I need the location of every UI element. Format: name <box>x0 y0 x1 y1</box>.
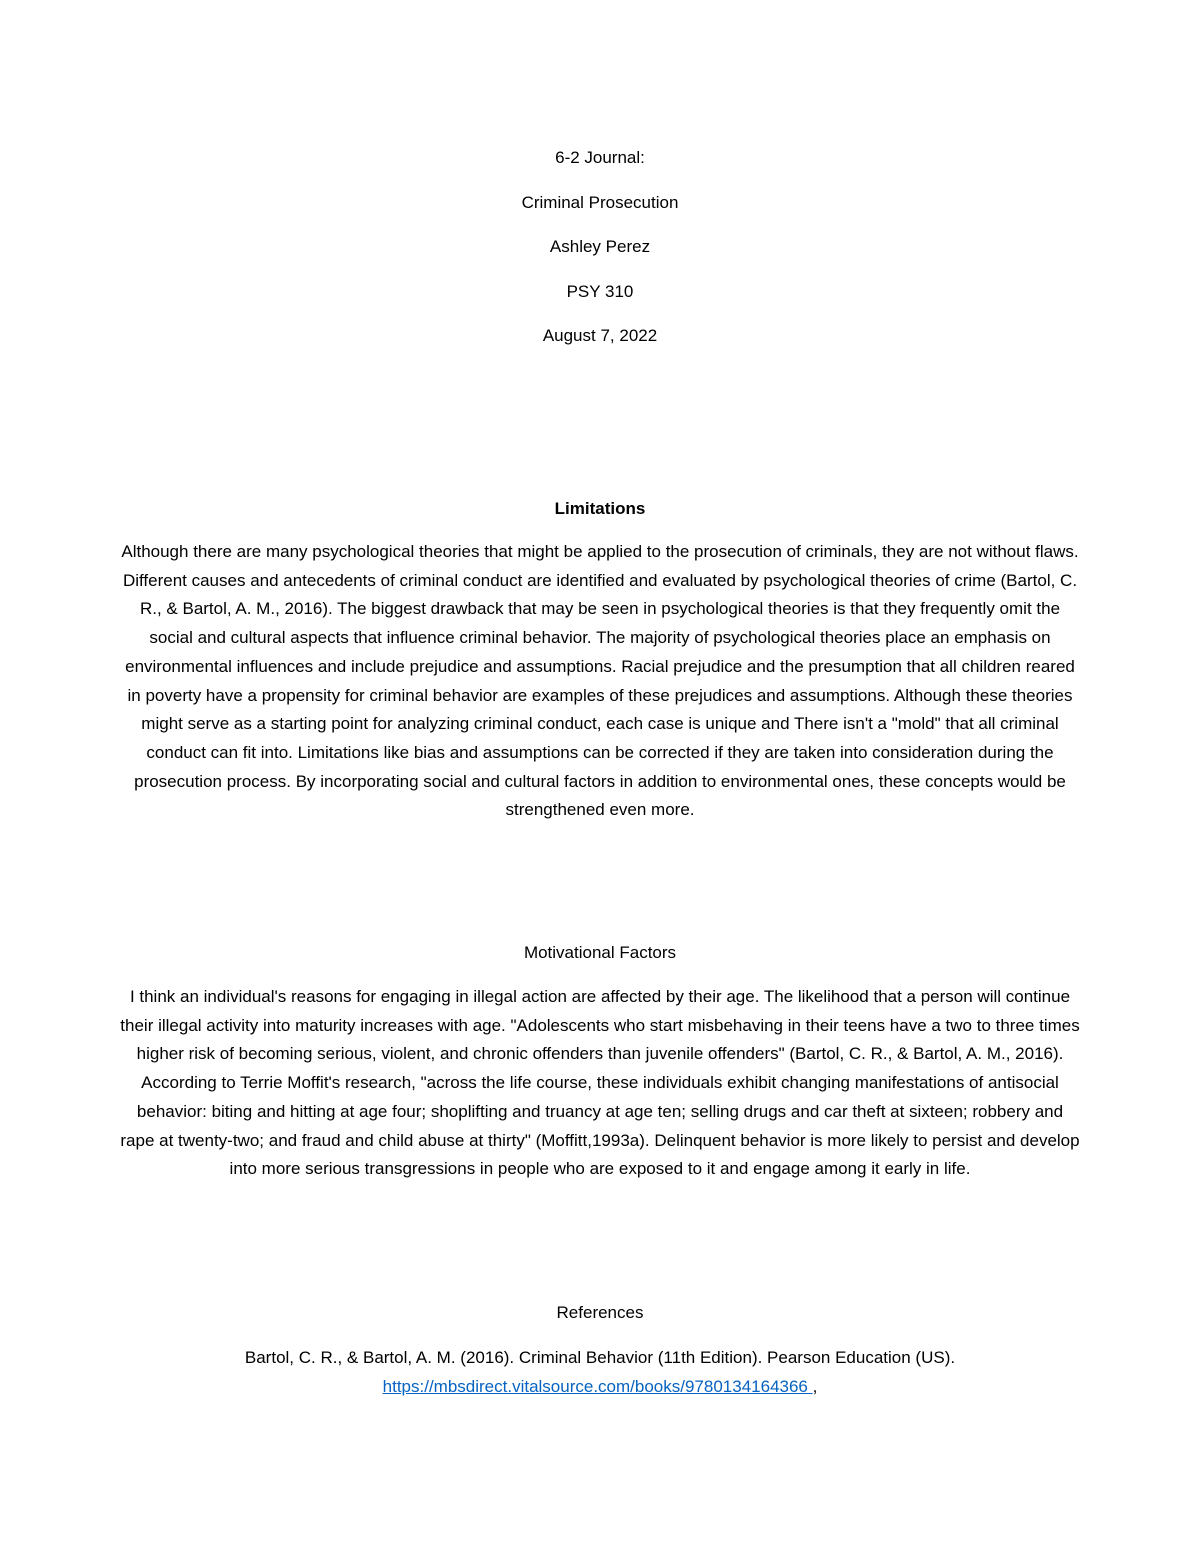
paper-title: Criminal Prosecution <box>521 192 679 212</box>
limitations-heading: Limitations <box>554 499 646 518</box>
course-code: PSY 310 <box>566 281 634 301</box>
reference-url-link[interactable]: https://mbsdirect.vitalsource.com/books/9780134164366 <box>382 1377 813 1396</box>
submission-date: August 7, 2022 <box>542 326 658 345</box>
limitations-paragraph: Although there are many psychological theories that might be applied to the prosecution of criminals, they are not without flaws. Different causes and antecedents of criminal conduct are identified and evaluated by psychological theories of crime (Bartol, C. R., & Bartol, A. M., 2016). The biggest drawback that may be seen in psychological theories is that they frequently omit the social and cultural aspects that influence criminal behavior. The majority of psychological theories place an emphasis on environmental influences and include prejudice and assumptions. Racial prejudice and the presumption that all children reared in poverty have a propensity for criminal behavior are examples of these prejudices and assumptions. Although these theories might serve as a starting point for analyzing criminal conduct, each case is unique and There isn't a "mold" that all criminal conduct can fit into. Limitations like bias and assumptions can be corrected if they are taken into consideration during the prosecution process. By incorporating social and cultural factors in addition to environmental ones, these concepts would be strengthened even more. <box>121 542 1079 820</box>
motivational-factors-paragraph: I think an individual's reasons for engaging in illegal action are affected by their age. The likelihood that a person will continue their illegal activity into maturity increases with age. "Adolescents who start misbehaving in their teens have a two to three times higher risk of becoming serious, violent, and chronic offenders than juvenile offenders" (Bartol, C. R., & Bartol, A. M., 2016). According to Terrie Moffit's research, "across the life course, these individuals exhibit changing manifestations of antisocial behavior: biting and hitting at age four; shoplifting and truancy at age ten; selling drugs and car theft at sixteen; robbery and rape at twenty-two; and fraud and child abuse at thirty" (Moffitt,1993a). Delinquent behavior is more likely to persist and develop into more serious transgressions in people who are exposed to it and engage among it early in life. <box>120 987 1080 1179</box>
motivational-factors-heading: Motivational Factors <box>523 943 677 962</box>
assignment-label: 6-2 Journal: <box>555 148 645 167</box>
author-name: Ashley Perez <box>549 237 651 256</box>
reference-link-line <box>0 1373 1200 1401</box>
reference-trailing-comma: , <box>812 1377 818 1396</box>
references-heading: References <box>556 1303 644 1322</box>
title-page-block <box>0 144 1200 367</box>
reference-entry: Bartol, C. R., & Bartol, A. M. (2016). Criminal Behavior (11th Edition). Pearson Education (US). <box>244 1348 956 1367</box>
